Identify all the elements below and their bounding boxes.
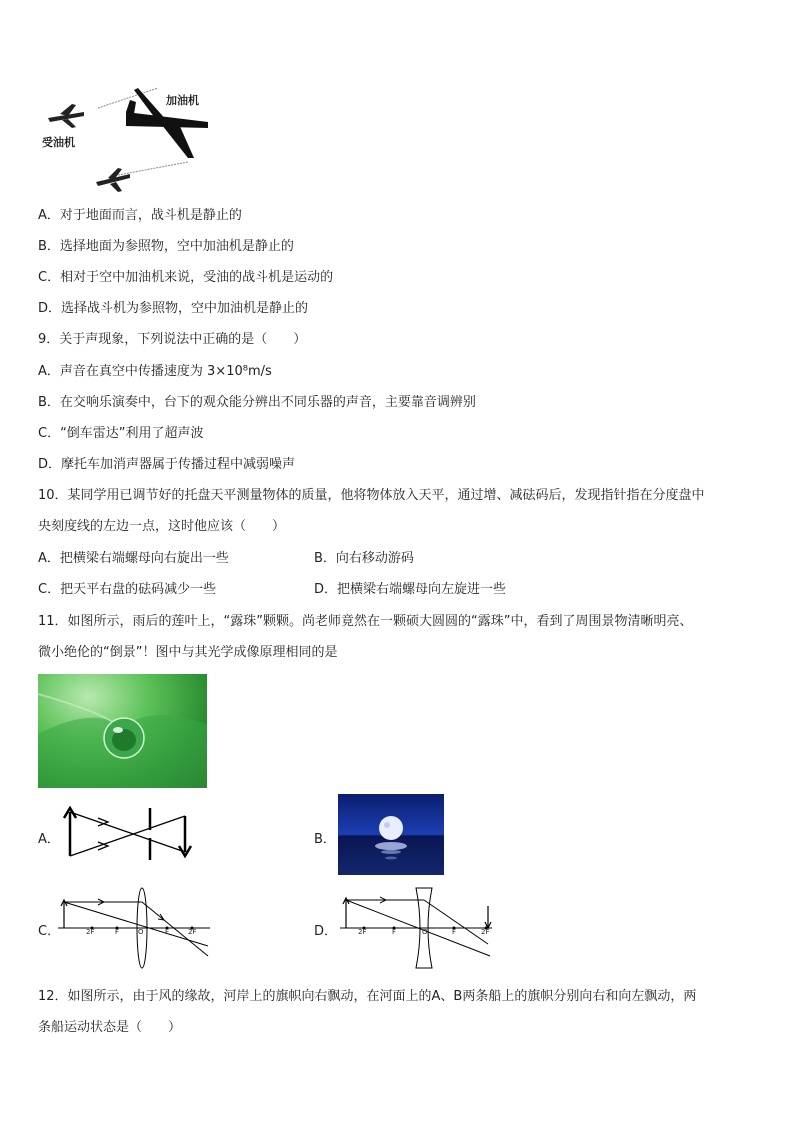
fighter-plane-icon [48,104,84,128]
fighter-plane-icon [96,168,130,192]
moon-reflection-photo [338,794,444,875]
refueling-figure [38,80,218,195]
q9-option-a: A．声音在真空中传播速度为 3×10⁸m/s [38,364,272,379]
q10-option-d: D．把横梁右端螺母向左旋进一些 [314,582,507,597]
concave-lens-diagram [340,886,496,972]
lens-label-o: O [138,928,144,936]
q10-option-b: B．向右移动游码 [314,551,414,566]
lens-label-o: O [422,928,428,936]
moon-icon [379,816,403,840]
pinhole-diagram [60,806,195,862]
q8-option-d: D．选择战斗机为参照物，空中加油机是静止的 [38,301,309,316]
tanker-label: 加油机 [166,94,199,107]
dewdrop-svg [38,674,207,788]
convex-lens-diagram [58,886,214,972]
q10-stem-line2: 央刻度线的左边一点，这时他应该（ ） [38,519,286,534]
moon-svg [338,794,444,875]
q11-option-a-label: A． [38,832,60,847]
q11-stem-line1: 11．如图所示，雨后的莲叶上，“露珠”颗颗。尚老师竟然在一颗硕大圆圆的“露珠”中，看到了周围景物清晰明亮、 [38,614,693,629]
pinhole-svg [60,806,195,862]
q10-option-c: C．把天平右盘的砝码减少一些 [38,582,217,597]
q9-option-b: B．在交响乐演奏中，台下的观众能分辨出不同乐器的声音，主要靠音调辨别 [38,395,476,410]
q12-stem-line1: 12．如图所示，由于风的缘故，河岸上的旗帜向右飘动，在河面上的A、B两条船上的旗帜分别向右和向左飘动，两 [38,989,697,1004]
lens-label-f: F [452,928,457,936]
q10-stem-line1: 10．某同学用已调节好的托盘天平测量物体的质量，他将物体放入天平，通过增、减砝码后，发现指针指在分度盘中 [38,488,705,503]
lens-label-2f: 2F [188,928,197,936]
q9-stem: 9．关于声现象，下列说法中正确的是（ ） [38,332,307,347]
receiver-label: 受油机 [42,136,75,149]
lens-label-2f: 2F [86,928,95,936]
q12-stem-line2: 条船运动状态是（ ） [38,1020,182,1035]
lens-label-2f: 2F [358,928,367,936]
lens-label-f: F [165,928,170,936]
q10-option-a: A．把横梁右端螺母向右旋出一些 [38,551,229,566]
q8-option-c: C．相对于空中加油机来说，受油的战斗机是运动的 [38,270,334,285]
q11-option-d-label: D． [314,924,338,939]
q8-option-b: B．选择地面为参照物，空中加油机是静止的 [38,239,294,254]
lens-label-f: F [392,928,397,936]
q9-option-d: D．摩托车加消声器属于传播过程中减弱噪声 [38,457,296,472]
lens-label-f: F [115,928,120,936]
q11-option-c-label: C． [38,924,61,939]
lens-label-2f: 2F [481,928,490,936]
q11-stem-line2: 微小绝伦的“倒景”！图中与其光学成像原理相同的是 [38,645,338,660]
q9-option-c: C．“倒车雷达”利用了超声波 [38,426,204,441]
hose-line [118,162,188,175]
dewdrop-photo [38,674,207,788]
q8-option-a: A．对于地面而言，战斗机是静止的 [38,208,242,223]
q11-option-b-label: B． [314,832,336,847]
